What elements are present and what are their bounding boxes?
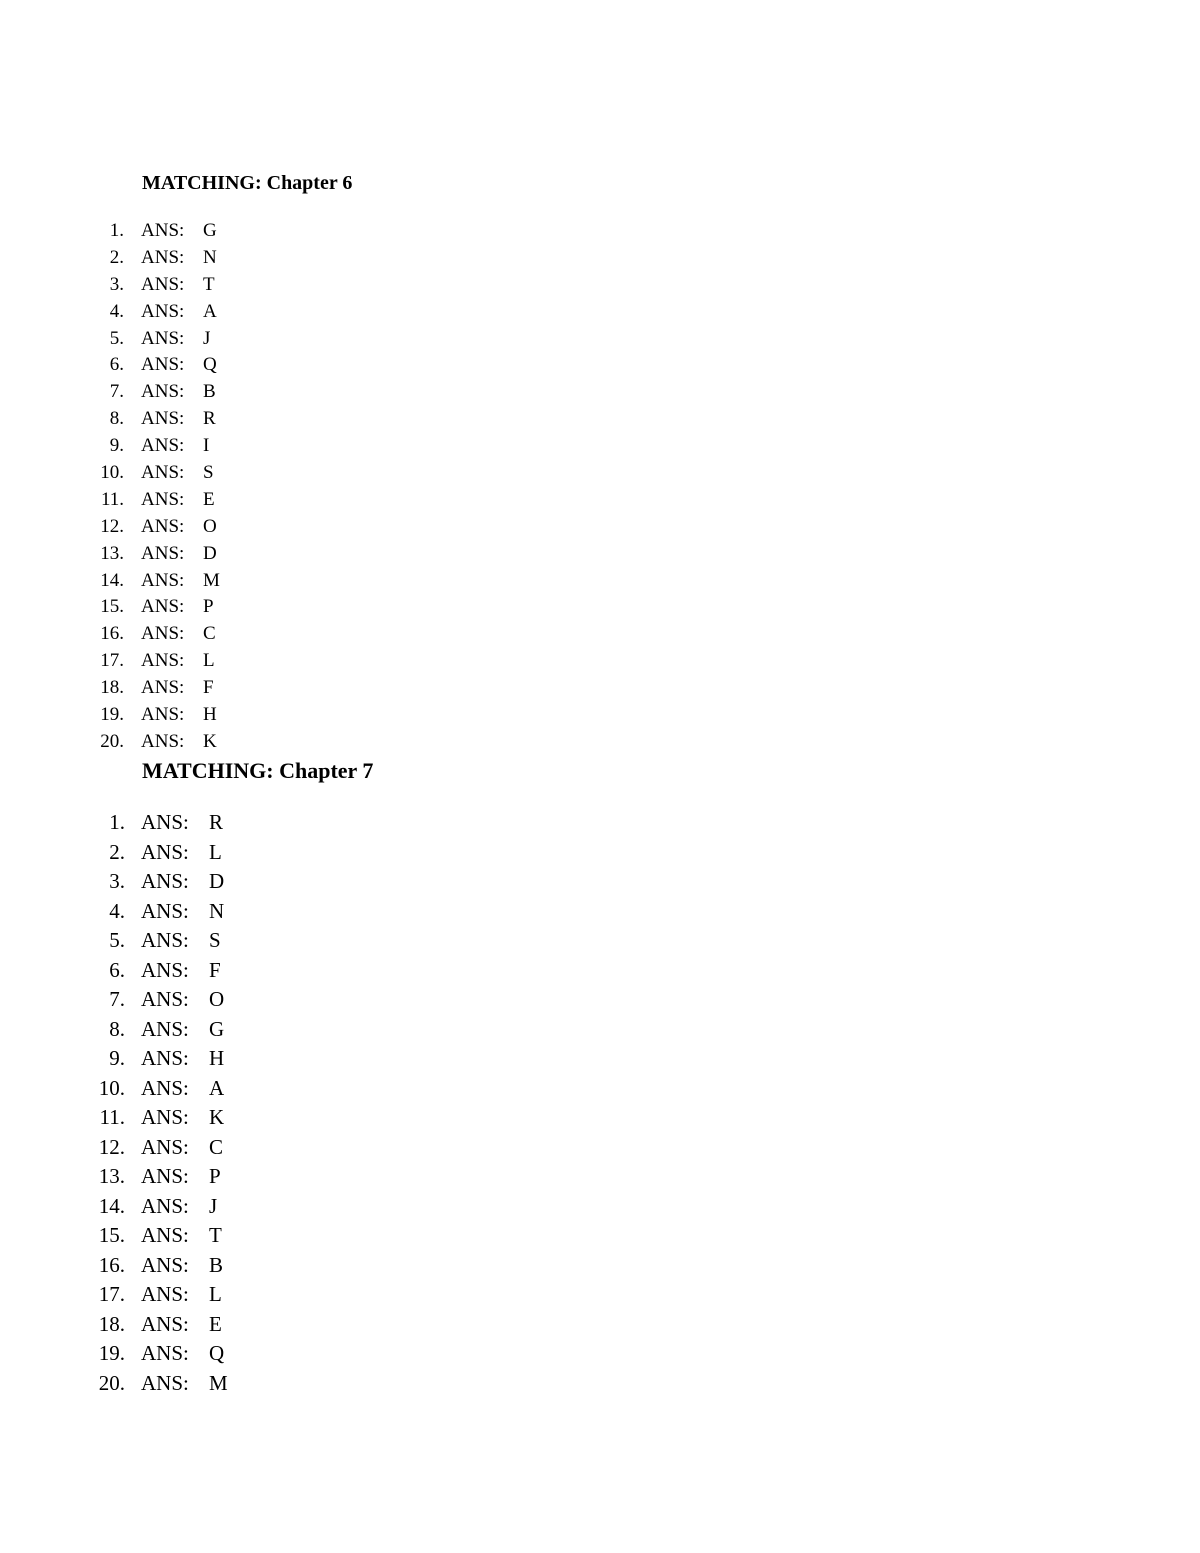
answer-value: F: [203, 677, 214, 699]
answer-label: ANS:: [141, 1105, 189, 1129]
item-number: 8.: [109, 408, 124, 430]
item-number: 16.: [100, 623, 124, 645]
answer-label: ANS:: [141, 354, 185, 376]
answer-label: ANS:: [141, 869, 189, 893]
item-number: 12.: [98, 1134, 125, 1159]
answer-value: C: [209, 1134, 224, 1159]
answer-label: ANS:: [141, 300, 185, 322]
answer-value: N: [209, 898, 225, 923]
answer-label: ANS:: [141, 273, 185, 295]
answer-label: ANS:: [141, 515, 185, 537]
item-number: 11.: [99, 1105, 125, 1129]
answer-value: A: [203, 300, 217, 322]
answer-label: ANS:: [141, 730, 185, 752]
answer-label: ANS:: [141, 957, 189, 982]
answer-value: Q: [203, 354, 217, 376]
answer-value: L: [209, 1282, 222, 1306]
answer-label: ANS:: [141, 987, 189, 1011]
answer-value: P: [203, 596, 214, 618]
answer-value: L: [209, 839, 222, 864]
item-number: 4.: [109, 300, 124, 322]
answer-value: G: [209, 1016, 225, 1041]
item-number: 4.: [109, 898, 125, 923]
answer-label: ANS:: [141, 1046, 189, 1070]
answer-value: R: [209, 810, 224, 834]
answer-value: P: [209, 1164, 221, 1188]
answer-label: ANS:: [141, 327, 185, 349]
answer-label: ANS:: [141, 1341, 189, 1365]
section-heading-chapter-6: MATCHING: Chapter 6: [142, 172, 353, 194]
item-number: 12.: [100, 515, 124, 537]
item-number: 9.: [109, 435, 124, 457]
answer-value: J: [209, 1193, 218, 1218]
item-number: 8.: [109, 1016, 125, 1041]
answer-label: ANS:: [141, 569, 185, 591]
answer-label: ANS:: [141, 246, 185, 268]
answer-value: L: [203, 650, 215, 672]
answer-value: N: [203, 246, 217, 268]
item-number: 19.: [98, 1341, 125, 1365]
item-number: 20.: [98, 1370, 125, 1395]
item-number: 19.: [100, 704, 124, 726]
item-number: 9.: [109, 1046, 125, 1070]
item-number: 15.: [98, 1223, 125, 1247]
answer-value: I: [203, 435, 210, 457]
item-number: 16.: [98, 1252, 125, 1277]
answer-label: ANS:: [141, 1134, 189, 1159]
item-number: 3.: [109, 869, 125, 893]
item-number: 20.: [100, 730, 124, 752]
answer-label: ANS:: [141, 650, 185, 672]
answer-value: O: [203, 515, 217, 537]
answer-label: ANS:: [141, 462, 185, 484]
answer-label: ANS:: [141, 1252, 189, 1277]
item-number: 15.: [100, 596, 124, 618]
answer-label: ANS:: [141, 1075, 189, 1100]
answer-value: F: [209, 957, 221, 982]
answer-value: M: [203, 569, 220, 591]
item-number: 18.: [100, 677, 124, 699]
answer-value: T: [209, 1223, 222, 1247]
answer-label: ANS:: [141, 1193, 189, 1218]
answer-label: ANS:: [141, 488, 185, 510]
answer-value: T: [203, 273, 215, 295]
answer-value: D: [203, 542, 217, 564]
item-number: 17.: [100, 650, 124, 672]
answer-value: B: [203, 381, 216, 403]
answer-value: R: [203, 408, 216, 430]
item-number: 1.: [109, 810, 125, 834]
answer-value: E: [209, 1311, 222, 1336]
answer-label: ANS:: [141, 408, 185, 430]
answer-label: ANS:: [141, 704, 185, 726]
item-number: 11.: [100, 488, 124, 510]
answer-value: E: [203, 488, 215, 510]
item-number: 7.: [109, 987, 125, 1011]
answer-label: ANS:: [141, 1311, 189, 1336]
answer-label: ANS:: [141, 1164, 189, 1188]
answer-value: Q: [209, 1341, 225, 1365]
answer-value: K: [203, 730, 217, 752]
item-number: 7.: [109, 381, 124, 403]
answer-label: ANS:: [141, 1370, 189, 1395]
answer-label: ANS:: [141, 839, 189, 864]
answer-label: ANS:: [141, 928, 189, 952]
item-number: 1.: [109, 220, 124, 241]
item-number: 10.: [100, 462, 124, 484]
answer-value: M: [209, 1370, 228, 1395]
item-number: 14.: [98, 1193, 125, 1218]
answer-value: B: [209, 1252, 224, 1277]
answer-label: ANS:: [141, 623, 185, 645]
item-number: 18.: [98, 1311, 125, 1336]
item-number: 3.: [109, 273, 124, 295]
item-number: 6.: [109, 354, 124, 376]
item-number: 6.: [109, 957, 125, 982]
item-number: 10.: [98, 1075, 125, 1100]
item-number: 5.: [109, 327, 124, 349]
answer-value: A: [209, 1075, 225, 1100]
item-number: 13.: [100, 542, 124, 564]
answer-label: ANS:: [141, 677, 185, 699]
answer-label: ANS:: [141, 542, 185, 564]
item-number: 14.: [100, 569, 124, 591]
answer-label: ANS:: [141, 898, 189, 923]
answer-label: ANS:: [141, 1282, 189, 1306]
answer-label: ANS:: [141, 810, 189, 834]
item-number: 13.: [98, 1164, 125, 1188]
answer-value: H: [203, 704, 217, 726]
answer-value: G: [203, 220, 217, 241]
answer-value: D: [209, 869, 225, 893]
item-number: 2.: [109, 839, 125, 864]
answer-label: ANS:: [141, 381, 185, 403]
item-number: 5.: [109, 928, 125, 952]
answer-value: S: [209, 928, 221, 952]
answer-label: ANS:: [141, 220, 185, 241]
answer-label: ANS:: [141, 596, 185, 618]
answer-value: O: [209, 987, 225, 1011]
item-number: 2.: [109, 246, 124, 268]
answer-value: J: [203, 327, 211, 349]
answer-value: S: [203, 462, 214, 484]
answer-label: ANS:: [141, 1016, 189, 1041]
answer-value: C: [203, 623, 216, 645]
answer-label: ANS:: [141, 435, 185, 457]
section-heading-chapter-7: MATCHING: Chapter 7: [142, 758, 374, 783]
answer-value: K: [209, 1105, 225, 1129]
answer-value: H: [209, 1046, 225, 1070]
item-number: 17.: [98, 1282, 125, 1306]
answer-label: ANS:: [141, 1223, 189, 1247]
